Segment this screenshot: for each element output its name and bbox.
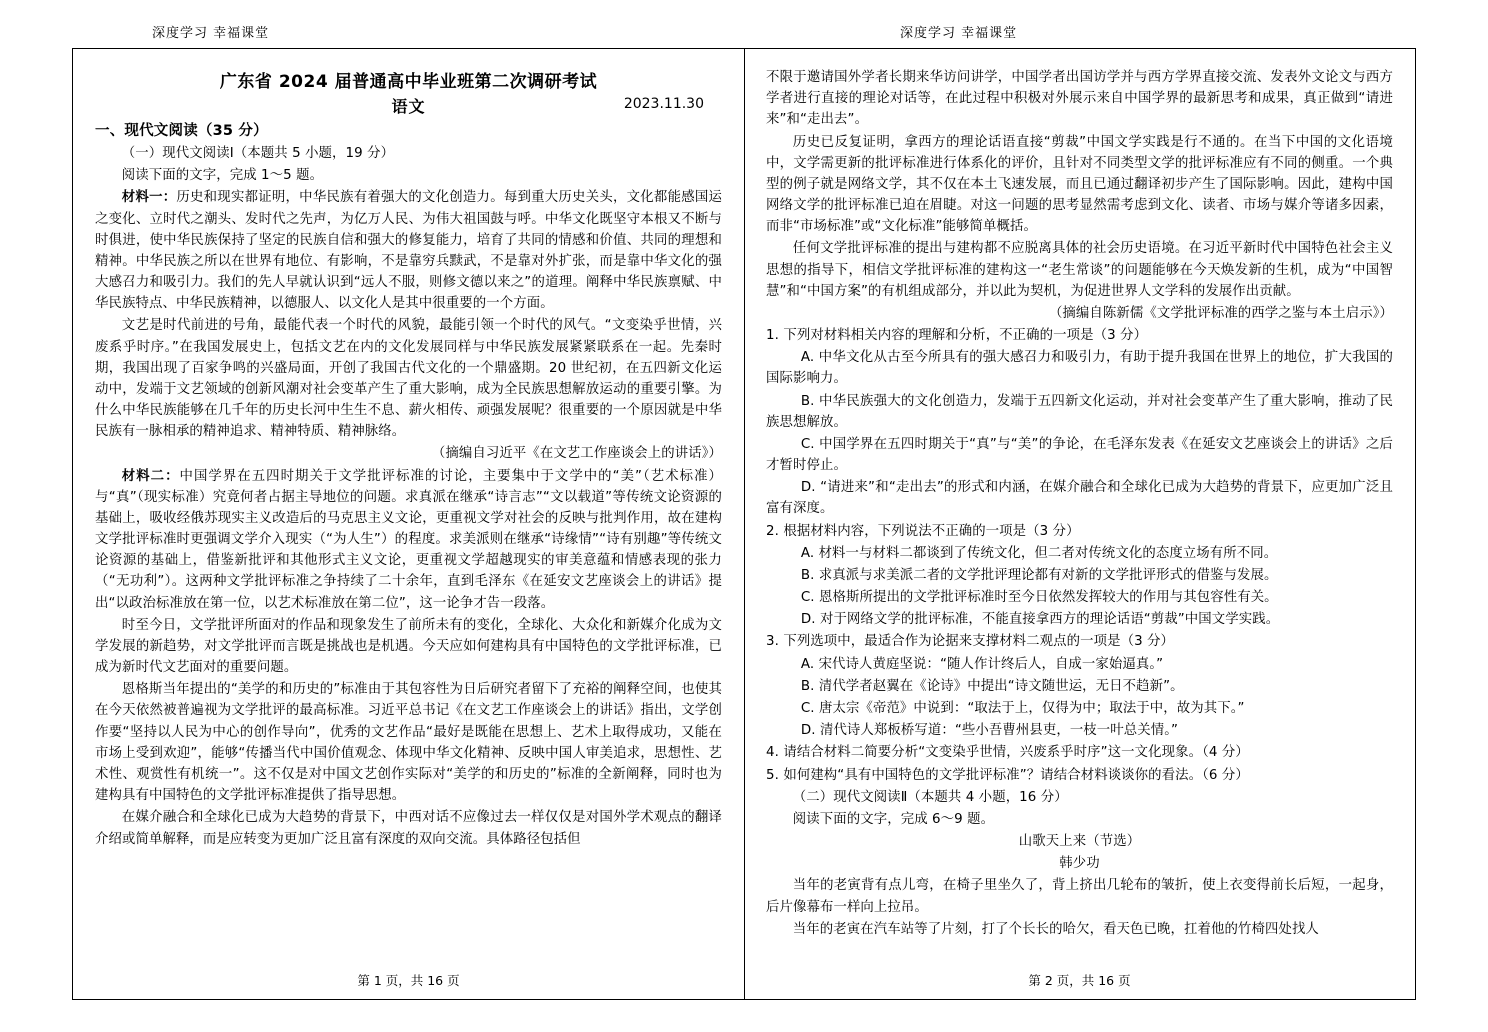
material-two-paragraph-4: 在媒介融合和全球化已成为大趋势的背景下，中西对话不应像过去一样仅仅是对国外学术观点的翻译介绍或简单解释，而是应转变为更加广泛且富有深度的双向交流。具体路径包括但 xyxy=(95,810,722,847)
exam-sheet xyxy=(72,48,1416,1000)
question-1-option-d: D. “请进来”和“走出去”的形式和内涵，在媒介融合和全球化已成为大趋势的背景下，应更加广泛且富有深度。 xyxy=(766,480,1393,517)
material-two-paragraph-2: 时至今日，文学批评所面对的作品和现象发生了前所未有的变化，全球化、大众化和新媒介化成为文学发展的新趋势，对文学批评而言既是挑战也是机遇。今天应如何建构具有中国特色的文学批评标准，已成为新时代文艺面对的重要问题。 xyxy=(95,617,722,676)
question-2-option-d: D. 对于网络文学的批评标准，不能直接拿西方的理论话语“剪裁”中国文学实践。 xyxy=(800,612,1280,628)
question-3-option-d: D. 清代诗人郑板桥写道：“些小吾曹州县吏，一枝一叶总关情。” xyxy=(800,723,1179,739)
question-1-stem: 1. 下列对材料相关内容的理解和分析，不正确的一项是（3 分） xyxy=(766,328,1148,344)
part-two-instruction: 阅读下面的文字，完成 6～9 题。 xyxy=(792,811,995,827)
material-two-source: （摘编自陈新儒《文学批评标准的西学之鉴与本土启示》） xyxy=(1048,305,1393,321)
header-right-text: 深度学习 幸福课堂 xyxy=(900,26,1018,41)
question-1-option-c: C. 中国学界在五四时期关于“真”与“美”的争论，在毛泽东发表《在延安文艺座谈会上的讲话》之后才暂时停止。 xyxy=(766,436,1393,474)
right-column xyxy=(744,49,1415,999)
header-left-text: 深度学习 幸福课堂 xyxy=(152,26,270,41)
question-3-option-b: B. 清代学者赵翼在《论诗》中提出“诗文随世运，无日不趋新”。 xyxy=(800,678,1184,694)
passage-paragraph-2: 当年的老寅在汽车站等了片刻，打了个长长的哈欠，看天色已晚，扛着他的竹椅四处找人 xyxy=(792,921,1319,937)
page-title: 广东省 2024 届普通高中毕业班第二次调研考试 xyxy=(219,72,598,92)
subject-row xyxy=(95,94,722,116)
passage-paragraph-1: 当年的老寅背有点儿弯，在椅子里坐久了，背上挤出几轮布的皱折，使上衣变得前长后短，一起身，后片像幕布一样向上拉吊。 xyxy=(766,878,1393,915)
question-3-stem: 3. 下列选项中，最适合作为论据来支撑材料二观点的一项是（3 分） xyxy=(766,634,1175,650)
part-heading: （一）现代文阅读Ⅰ（本题共 5 小题，19 分） xyxy=(121,146,395,161)
reading-instruction: 阅读下面的文字，完成 1～5 题。 xyxy=(121,168,324,184)
question-2-option-c: C. 恩格斯所提出的文学批评标准时至今日依然发挥较大的作用与其包容性有关。 xyxy=(800,590,1278,606)
page-footer-right: 第 2 页，共 16 页 xyxy=(1028,973,1131,988)
question-5-stem: 5. 如何建构“具有中国特色的文学批评标准”？请结合材料谈谈你的看法。（6 分） xyxy=(766,767,1249,783)
page-footer-left: 第 1 页，共 16 页 xyxy=(357,973,460,988)
material-one-text-1: 历史和现实都证明，中华民族有着强大的文化创造力。每到重大历史关头，文化都能感国运之变化、立时代之潮头、发时代之先声，为亿万人民、为伟大祖国鼓与呼。中华文化既坚守本根又不断与时俱进，使中华民族保持了坚定的民族自信和强大的修复能力，培育了共同的情感和价值、共同的理想和精神。中华民族之所以在世界有地位、有影响，不是靠穷兵黩武，不是靠对外扩张，而是靠中华文化的强大感召力和吸引力。我们的先人早就认识到“远人不服，则修文德以来之”的道理。阐释中华民族禀赋、中华民族特点、中华民族精神，以德服人、以文化人是其中很重要的一个方面。 xyxy=(95,190,722,312)
material-two-text-1: 中国学界在五四时期关于文学批评标准的讨论，主要集中于文学中的“美”（艺术标准）与“真”（现实标准）究竟何者占据主导地位的问题。求真派在继承“诗言志”“文以载道”等传统文论资源的基础上，吸收经俄苏现实主义改造后的马克思主义文论，更重视文学对社会的反映与批判作用，故在建构文学批评标准时更强调文学介入现实（“为人生”）的程度。求美派则在继承“诗缘情”“诗有别趣”等传统文论资源的基础上，借鉴新批评和其他形式主义文论，更重视文学超越现实的审美意蕴和情感表现的张力（“无功利”）。这两种文学批评标准之争持续了二十余年，直到毛泽东《在延安文艺座谈会上的讲话》提出“以政治标准放在第一位，以艺术标准放在第二位”，这一论争才告一段落。 xyxy=(95,468,722,611)
material-two-label: 材料二： xyxy=(121,468,180,484)
material-two-paragraph-1 xyxy=(95,466,722,614)
passage-title: 山歌天上来（节选） xyxy=(1018,834,1141,850)
question-2-option-a: A. 材料一与材料二都谈到了传统文化，但二者对传统文化的态度立场有所不同。 xyxy=(800,545,1278,561)
right-paragraph-2: 历史已反复证明，拿西方的理论话语直接“剪裁”中国文学实践是行不通的。在当下中国的文化语境中，文学需更新的批评标准进行体系化的评价，且针对不同类型文学的批评标准应有不同的侧重。一个典型的例子就是网络文学，其不仅在本土飞速发展，而且已通过翻译初步产生了国际影响。因此，建构中国网络文学的批评标准已迫在眉睫。对这一问题的思考显然需考虑到文化、读者、市场与媒介等诸多因素，而非“市场标准”或“文化标准”能够简单概括。 xyxy=(766,134,1393,235)
question-2-option-b: B. 求真派与求美派二者的文学批评理论都有对新的文学批评形式的借鉴与发展。 xyxy=(800,567,1278,583)
question-1-option-a: A. 中华文化从古至今所具有的强大感召力和吸引力，有助于提升我国在世界上的地位，扩大我国的国际影响力。 xyxy=(766,350,1393,387)
section-heading: 一、现代文阅读（35 分） xyxy=(95,123,268,139)
material-one-paragraph-2: 文艺是时代前进的号角，最能代表一个时代的风貌，最能引领一个时代的风气。“文变染乎世情，兴废系乎时序。”在我国发展史上，包括文艺在内的文化发展同样与中华民族发展紧紧联系在一起。先秦时期，我国出现了百家争鸣的兴盛局面，开创了我国古代文化的一个鼎盛期。20 世纪初，在五四新文化运动中，发端于文艺领域的创新风潮对社会变革产生了重大影响，成为全民族思想解放运动的重要引擎。为什么中华民族能够在几千年的历史长河中生生不息、薪火相传、顽强发展呢？很重要的一个原因就是中华民族有一脉相承的精神追求、精神特质、精神脉络。 xyxy=(95,318,722,440)
part-two-heading: （二）现代文阅读Ⅱ（本题共 4 小题，16 分） xyxy=(792,789,1068,805)
material-one-label: 材料一： xyxy=(121,190,177,206)
right-paragraph-3: 任何文学批评标准的提出与建构都不应脱离具体的社会历史语境。在习近平新时代中国特色社会主义思想的指导下，相信文学批评标准的建构这一“老生常谈”的问题能够在今天焕发新的生机，成为“中国智慧”和“中国方案”的有机组成部分，并以此为契机，为促进世界人文学科的发展作出贡献。 xyxy=(766,241,1393,299)
question-2-stem: 2. 根据材料内容，下列说法不正确的一项是（3 分） xyxy=(766,523,1080,539)
material-one-paragraph-1 xyxy=(95,187,722,314)
material-one-source: （摘编自习近平《在文艺工作座谈会上的讲话》） xyxy=(431,446,722,462)
question-4-stem: 4. 请结合材料二简要分析“文变染乎世情，兴废系乎时序”这一文化现象。（4 分） xyxy=(766,745,1249,761)
passage-author: 韩少功 xyxy=(1059,856,1100,872)
question-1-option-b: B. 中华民族强大的文化创造力，发端于五四新文化运动，并对社会变革产生了重大影响，推动了民族思想解放。 xyxy=(766,393,1393,430)
right-paragraph-1: 不限于邀请国外学者长期来华访问讲学，中国学者出国访学并与西方学界直接交流、发表外文论文与西方学者进行直接的理论对话等，在此过程中积极对外展示来自中国学界的最新思考和成果，真正做到“请进来”和“走出去”。 xyxy=(766,70,1393,128)
left-column xyxy=(73,49,744,999)
material-two-paragraph-3: 恩格斯当年提出的“美学的和历史的”标准由于其包容性为日后研究者留下了充裕的阐释空间，也使其在今天依然被普遍视为文学批评的最高标准。习近平总书记《在文艺工作座谈会上的讲话》指出，文学创作要“坚持以人民为中心的创作导向”，优秀的文艺作品“最好是既能在思想上、艺术上取得成功，又能在市场上受到欢迎”，能够“传播当代中国价值观念、体现中华文化精神、反映中国人审美追求，思想性、艺术性、观赏性有机统一”。这不仅是对中国文艺创作实际对“美学的和历史的”标准的全新阐释，同时也为建构具有中国特色的文学批评标准提供了指导思想。 xyxy=(95,682,722,804)
question-3-option-c: C. 唐太宗《帝范》中说到：“取法于上，仅得为中；取法于中，故为其下。” xyxy=(800,700,1245,716)
question-3-option-a: A. 宋代诗人黄庭坚说：“随人作计终后人，自成一家始逼真。” xyxy=(800,656,1164,672)
exam-date: 2023.11.30 xyxy=(623,96,704,112)
subject-name: 语文 xyxy=(391,97,426,116)
running-header xyxy=(0,22,1488,42)
